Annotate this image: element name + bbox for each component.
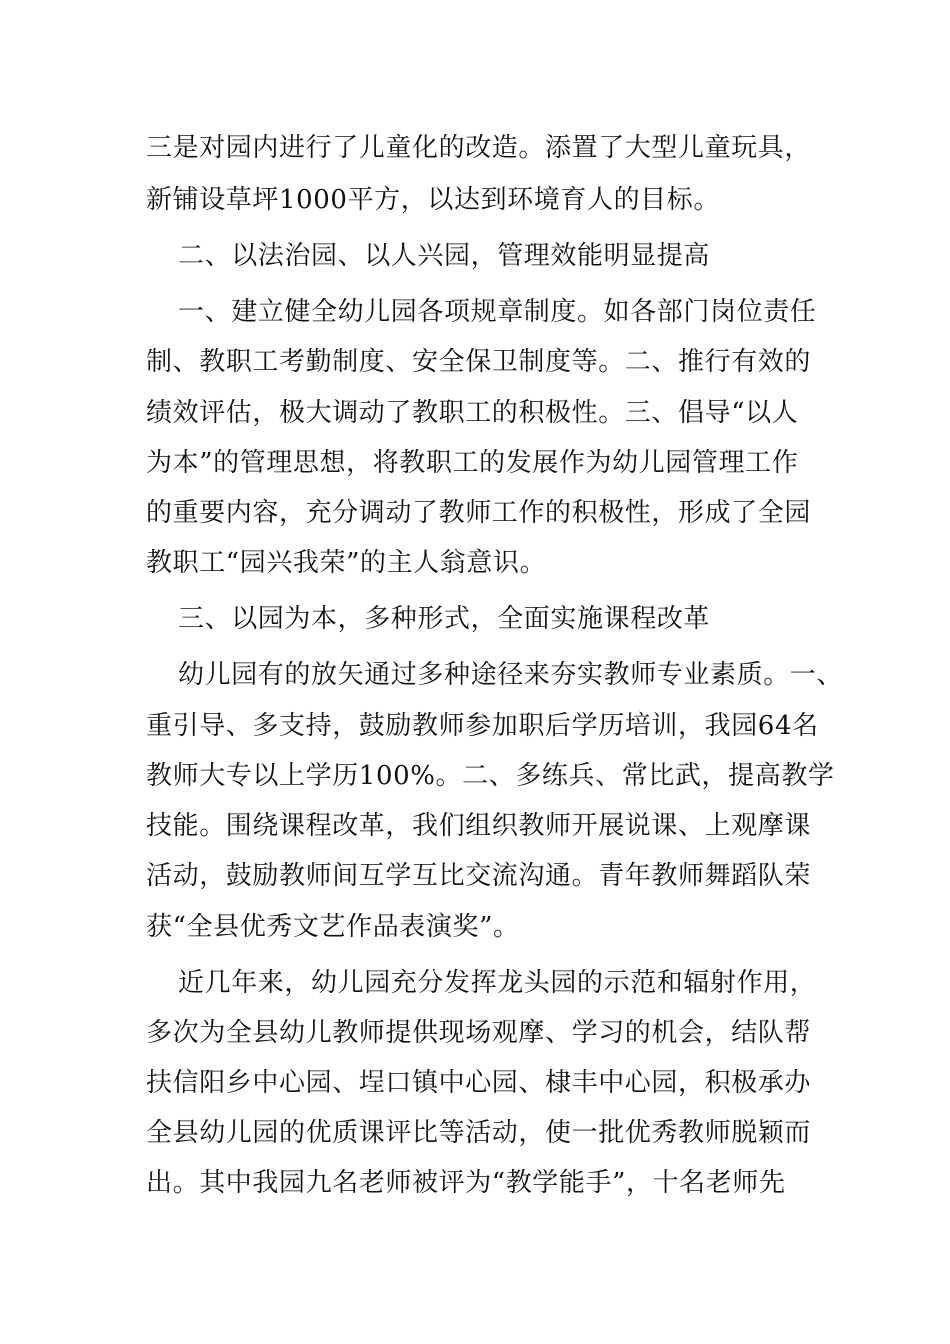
text-line: 制、教职工考勤制度、安全保卫制度等。二、推行有效的 [146, 347, 812, 377]
text-line: 活动，鼓励教师间互学互比交流沟通。青年教师舞蹈队荣 [146, 861, 812, 891]
text-line: 三是对园内进行了儿童化的改造。添置了大型儿童玩具， [146, 133, 812, 163]
text-line: 扶信阳乡中心园、埕口镇中心园、棣丰中心园，积极承办 [146, 1068, 812, 1098]
text-line: 重引导、多支持，鼓励教师参加职后学历培训，我园64名 [146, 711, 819, 741]
text-line: 为本”的管理思想，将教职工的发展作为幼儿园管理工作 [146, 448, 799, 478]
section-heading: 二、以法治园、以人兴园，管理效能明显提高 [178, 241, 711, 271]
text-line: 绩效评估，极大调动了教职工的积极性。三、倡导“以人 [146, 398, 799, 428]
text-line: 获“全县优秀文艺作品表演奖”。 [146, 912, 520, 942]
text-line: 全县幼儿园的优质课评比等活动，使一批优秀教师脱颖而 [146, 1118, 812, 1148]
text-line: 一、建立健全幼儿园各项规章制度。如各部门岗位责任 [178, 297, 817, 327]
text-line: 的重要内容，充分调动了教师工作的积极性，形成了全园 [146, 498, 812, 528]
section-heading: 三、以园为本，多种形式，全面实施课程改革 [178, 604, 711, 634]
text-line: 技能。围绕课程改革，我们组织教师开展说课、上观摩课 [146, 811, 812, 841]
text-line: 教职工“园兴我荣”的主人翁意识。 [146, 548, 547, 578]
text-line: 多次为全县幼儿教师提供现场观摩、学习的机会，结队帮 [146, 1018, 812, 1048]
text-line: 近几年来，幼儿园充分发挥龙头园的示范和辐射作用， [178, 968, 817, 998]
text-line: 幼儿园有的放矢通过多种途径来夯实教师专业素质。一、 [178, 660, 844, 690]
text-line: 教师大专以上学历100%。二、多练兵、常比武，提高教学 [146, 761, 835, 791]
text-line: 出。其中我园九名老师被评为“教学能手”，十名老师先 [146, 1168, 786, 1198]
text-line: 新铺设草坪1000平方，以达到环境育人的目标。 [146, 185, 720, 215]
